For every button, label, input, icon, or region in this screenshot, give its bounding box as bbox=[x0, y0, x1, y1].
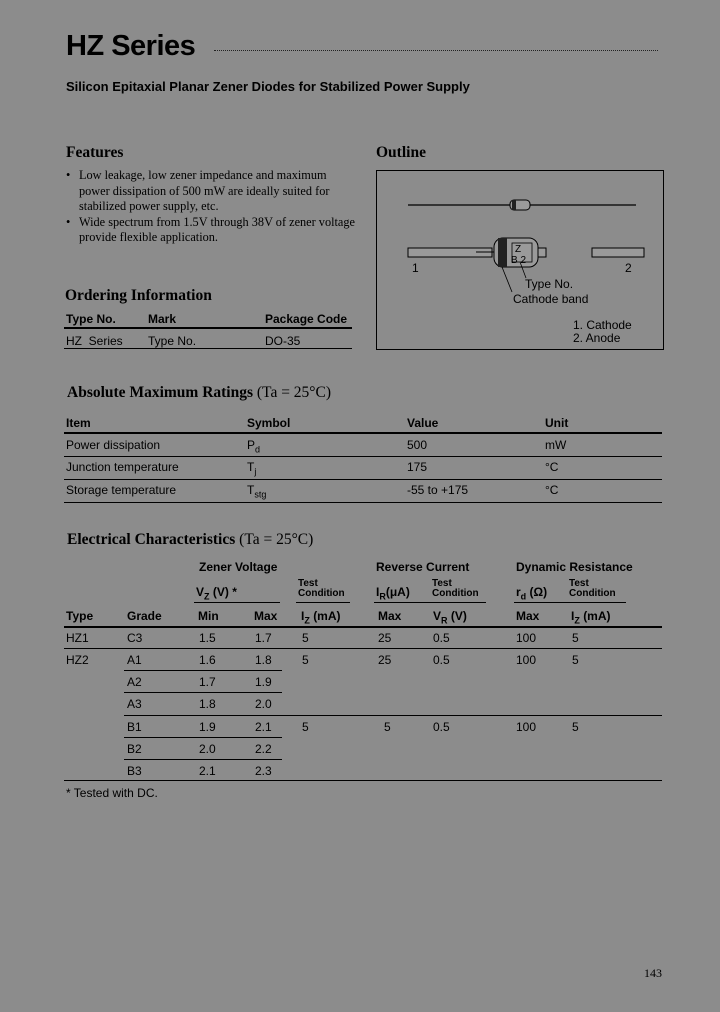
amr-value: 175 bbox=[407, 460, 428, 474]
ec-col-type: Type bbox=[66, 609, 94, 623]
ordering-mark: Type No. bbox=[148, 334, 197, 348]
ec-iz: 5 bbox=[302, 653, 309, 667]
ec-iz: 5 bbox=[302, 631, 309, 645]
rule bbox=[124, 759, 282, 760]
ec-iz2: 5 bbox=[572, 653, 579, 667]
iz-sub: Z bbox=[574, 615, 580, 626]
ec-col-grade: Grade bbox=[127, 609, 162, 623]
ordering-package: DO-35 bbox=[265, 334, 301, 348]
vr-unit: (V) bbox=[450, 609, 467, 623]
type-no-label: Type No. bbox=[525, 277, 574, 291]
ec-min: 1.9 bbox=[199, 720, 216, 734]
test-line2: Condition bbox=[432, 588, 479, 599]
iz-unit: (mA) bbox=[313, 609, 341, 623]
ec-col-iz2 bbox=[571, 609, 611, 625]
ec-ir: 25 bbox=[378, 653, 392, 667]
ec-heading-text: Electrical Characteristics bbox=[67, 531, 236, 548]
iz2-unit: (mA) bbox=[583, 609, 611, 623]
rule bbox=[64, 780, 662, 781]
page-subtitle: Silicon Epitaxial Planar Zener Diodes for Stabilized Power Supply bbox=[66, 79, 470, 94]
ordering-heading: Ordering Information bbox=[65, 287, 212, 304]
rule bbox=[296, 602, 350, 603]
legend-cathode: 1. Cathode bbox=[573, 318, 632, 332]
ordering-col-mark: Mark bbox=[148, 312, 177, 326]
rule bbox=[374, 602, 486, 603]
amr-col-symbol: Symbol bbox=[247, 416, 291, 430]
amr-unit: °C bbox=[545, 460, 559, 474]
ec-max: 2.0 bbox=[255, 697, 272, 711]
ec-grade: A2 bbox=[127, 675, 142, 689]
amr-item: Storage temperature bbox=[66, 483, 177, 497]
test-line1: Test bbox=[298, 578, 318, 589]
ec-min: 1.5 bbox=[199, 631, 216, 645]
features-heading: Features bbox=[66, 144, 124, 161]
ec-min: 2.1 bbox=[199, 764, 216, 778]
ec-min: 1.6 bbox=[199, 653, 216, 667]
rd-label: r bbox=[516, 585, 521, 599]
test-line1: Test bbox=[432, 578, 452, 589]
ec-vr: 0.5 bbox=[433, 720, 450, 734]
test-line2: Condition bbox=[298, 588, 345, 599]
ir-unit: (μA) bbox=[385, 585, 410, 599]
ec-max: 1.8 bbox=[255, 653, 272, 667]
feature-item: • Wide spectrum from 1.5V through 38V of zener voltage provide flexible application. bbox=[66, 215, 358, 246]
legend-anode: 2. Anode bbox=[573, 331, 621, 345]
ec-vr: 0.5 bbox=[433, 631, 450, 645]
ec-type: HZ1 bbox=[66, 631, 89, 645]
ec-col-max: Max bbox=[254, 609, 278, 623]
ec-max: 1.7 bbox=[255, 631, 272, 645]
amr-symbol-main: P bbox=[247, 438, 256, 452]
rule bbox=[64, 432, 662, 434]
ec-ir-header bbox=[376, 585, 410, 601]
title-rule bbox=[214, 50, 658, 51]
rule bbox=[64, 626, 662, 628]
rule bbox=[124, 737, 282, 738]
features-list bbox=[66, 168, 358, 246]
ec-type: HZ2 bbox=[66, 653, 89, 667]
ec-max: 2.1 bbox=[255, 720, 272, 734]
pin1-label: 1 bbox=[412, 261, 419, 275]
ec-vr: 0.5 bbox=[433, 653, 450, 667]
vr-label: V bbox=[433, 609, 442, 623]
rd-sub: d bbox=[520, 591, 527, 602]
ec-test-condition-1 bbox=[298, 579, 345, 599]
ec-max: 2.2 bbox=[255, 742, 272, 756]
ec-rd-header bbox=[516, 585, 547, 601]
amr-item: Power dissipation bbox=[66, 438, 161, 452]
amr-value: -55 to +175 bbox=[407, 483, 469, 497]
amr-symbol-sub: stg bbox=[254, 489, 267, 500]
vz-label: V bbox=[196, 585, 205, 599]
amr-symbol bbox=[247, 460, 256, 476]
amr-symbol-sub: d bbox=[255, 444, 261, 455]
ec-grade: B1 bbox=[127, 720, 142, 734]
cathode-band-label: Cathode band bbox=[513, 292, 589, 306]
ec-max: 1.9 bbox=[255, 675, 272, 689]
feature-item: • Low leakage, low zener impedance and maximum power dissipation of 500 mW are ideally suited for stabilized power supply, etc. bbox=[66, 168, 358, 215]
ec-rd: 100 bbox=[516, 720, 537, 734]
test-line1: Test bbox=[569, 578, 589, 589]
ec-min: 1.8 bbox=[199, 697, 216, 711]
ec-grade: B3 bbox=[127, 764, 142, 778]
amr-symbol-main: T bbox=[247, 483, 255, 497]
diode-mark-bottom: B 2 bbox=[511, 255, 527, 266]
outline-heading: Outline bbox=[376, 144, 426, 161]
ec-col-max3: Max bbox=[516, 609, 540, 623]
ec-group-reverse: Reverse Current bbox=[376, 560, 470, 574]
ec-ir: 5 bbox=[384, 720, 391, 734]
amr-symbol-main: T bbox=[247, 460, 255, 474]
iz-label: I bbox=[301, 609, 305, 623]
rule bbox=[514, 602, 626, 603]
amr-heading bbox=[67, 384, 331, 402]
iz-sub: Z bbox=[304, 615, 310, 626]
ec-col-max2: Max bbox=[378, 609, 402, 623]
amr-unit: mW bbox=[545, 438, 567, 452]
ec-min: 2.0 bbox=[199, 742, 216, 756]
amr-col-value: Value bbox=[407, 416, 439, 430]
pin2-label: 2 bbox=[625, 261, 632, 275]
rule bbox=[124, 715, 662, 716]
rule bbox=[64, 456, 662, 457]
vr-sub: R bbox=[441, 615, 448, 626]
ec-min: 1.7 bbox=[199, 675, 216, 689]
vz-sub: Z bbox=[204, 591, 210, 602]
ec-grade: B2 bbox=[127, 742, 142, 756]
amr-symbol bbox=[247, 483, 266, 499]
rule bbox=[194, 602, 280, 603]
ec-heading bbox=[67, 531, 313, 549]
ec-rd: 100 bbox=[516, 653, 537, 667]
vz-unit: (V) * bbox=[212, 585, 237, 599]
rule bbox=[64, 348, 352, 349]
ec-test-condition-2 bbox=[432, 579, 479, 599]
amr-item: Junction temperature bbox=[66, 460, 179, 474]
amr-symbol-sub: j bbox=[254, 466, 257, 477]
rule bbox=[124, 670, 282, 671]
ec-test-condition-3 bbox=[569, 579, 616, 599]
ec-ir: 25 bbox=[378, 631, 392, 645]
test-line2: Condition bbox=[569, 588, 616, 599]
ec-vz-header bbox=[196, 585, 237, 601]
ec-grade: C3 bbox=[127, 631, 143, 645]
ec-grade: A1 bbox=[127, 653, 142, 667]
ordering-type: HZ Series bbox=[66, 334, 123, 348]
rule bbox=[64, 327, 352, 329]
ec-max: 2.3 bbox=[255, 764, 272, 778]
rule bbox=[64, 502, 662, 503]
ec-iz: 5 bbox=[302, 720, 309, 734]
ec-col-iz bbox=[301, 609, 341, 625]
ec-heading-cond: (Ta = 25°C) bbox=[239, 531, 314, 548]
rule bbox=[64, 648, 662, 649]
ec-grade: A3 bbox=[127, 697, 142, 711]
page-title: HZ Series bbox=[66, 30, 196, 62]
ordering-col-package: Package Code bbox=[265, 312, 348, 326]
rd-unit: (Ω) bbox=[529, 585, 548, 599]
diode-mark-top: Z bbox=[515, 244, 522, 255]
amr-col-item: Item bbox=[66, 416, 91, 430]
rule bbox=[124, 692, 282, 693]
amr-unit: °C bbox=[545, 483, 559, 497]
page-number: 143 bbox=[644, 966, 662, 980]
ec-footnote: * Tested with DC. bbox=[66, 786, 158, 800]
amr-col-unit: Unit bbox=[545, 416, 569, 430]
ordering-col-type: Type No. bbox=[66, 312, 116, 326]
ec-rd: 100 bbox=[516, 631, 537, 645]
ir-label: I bbox=[376, 585, 380, 599]
ec-iz2: 5 bbox=[572, 720, 579, 734]
ec-iz2: 5 bbox=[572, 631, 579, 645]
amr-value: 500 bbox=[407, 438, 428, 452]
amr-symbol bbox=[247, 438, 260, 454]
iz-label: I bbox=[571, 609, 575, 623]
ec-col-vr bbox=[433, 609, 467, 625]
ir-sub: R bbox=[379, 591, 386, 602]
rule bbox=[64, 479, 662, 480]
ec-col-min: Min bbox=[198, 609, 219, 623]
ec-group-zener: Zener Voltage bbox=[199, 560, 278, 574]
ec-group-dynamic: Dynamic Resistance bbox=[516, 560, 633, 574]
amr-heading-text: Absolute Maximum Ratings bbox=[67, 384, 254, 401]
amr-heading-cond: (Ta = 25°C) bbox=[256, 384, 332, 401]
